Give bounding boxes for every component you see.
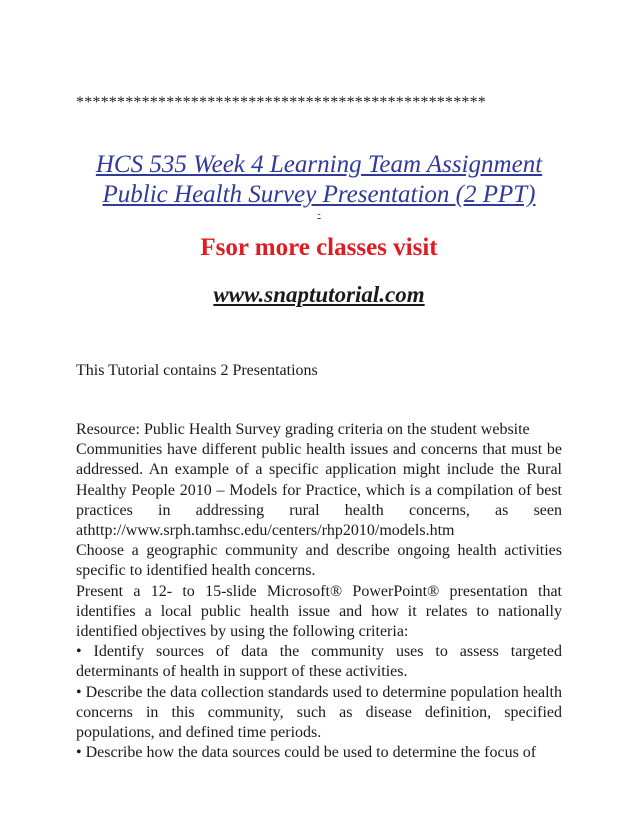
title-link-line1[interactable]: HCS 535 Week 4 Learning Team Assignment [95,151,543,178]
bullet-identify-sources: • Identify sources of data the community uses to assess targeted determinants of health in support of these activities. [76,643,562,681]
paragraph-resource: Resource: Public Health Survey grading criteria on the student website [76,421,530,438]
paragraph-choose: Choose a geographic community and describe ongoing health activities specific to identified health concerns. [76,542,562,580]
body-text [76,420,562,763]
website-link[interactable]: www.snaptutorial.com [213,282,425,307]
document-title [0,150,638,220]
bullet-data-sources-focus: • Describe how the data sources could be used to determine the focus of [76,744,537,762]
title-link-dash[interactable]: - [317,209,321,220]
separator-stars: ************************************************** [76,94,486,111]
title-link-line2[interactable]: Public Health Survey Presentation (2 PPT) [102,181,536,208]
intro-text: This Tutorial contains 2 Presentations [76,362,318,379]
bullet-data-collection: • Describe the data collection standards used to determine population health concerns in this community, such as disease definition, specified populations, and defined time periods. [76,683,562,742]
paragraph-present: Present a 12- to 15-slide Microsoft® PowerPoint® presentation that identifies a local public health issue and how it relates to nationally identified objectives by using the following criteria: [76,582,562,641]
paragraph-communities: Communities have different public health issues and concerns that must be addressed. An example of a specific application might include the Rural Healthy People 2010 – Models for Practice, which is a compilation of best practices in addressing rural health concerns, as seen athttp://www.srph.tamhsc.edu/centers/rhp2010/models.htm [76,441,562,540]
promo-heading: Fsor more classes visit [200,234,438,261]
